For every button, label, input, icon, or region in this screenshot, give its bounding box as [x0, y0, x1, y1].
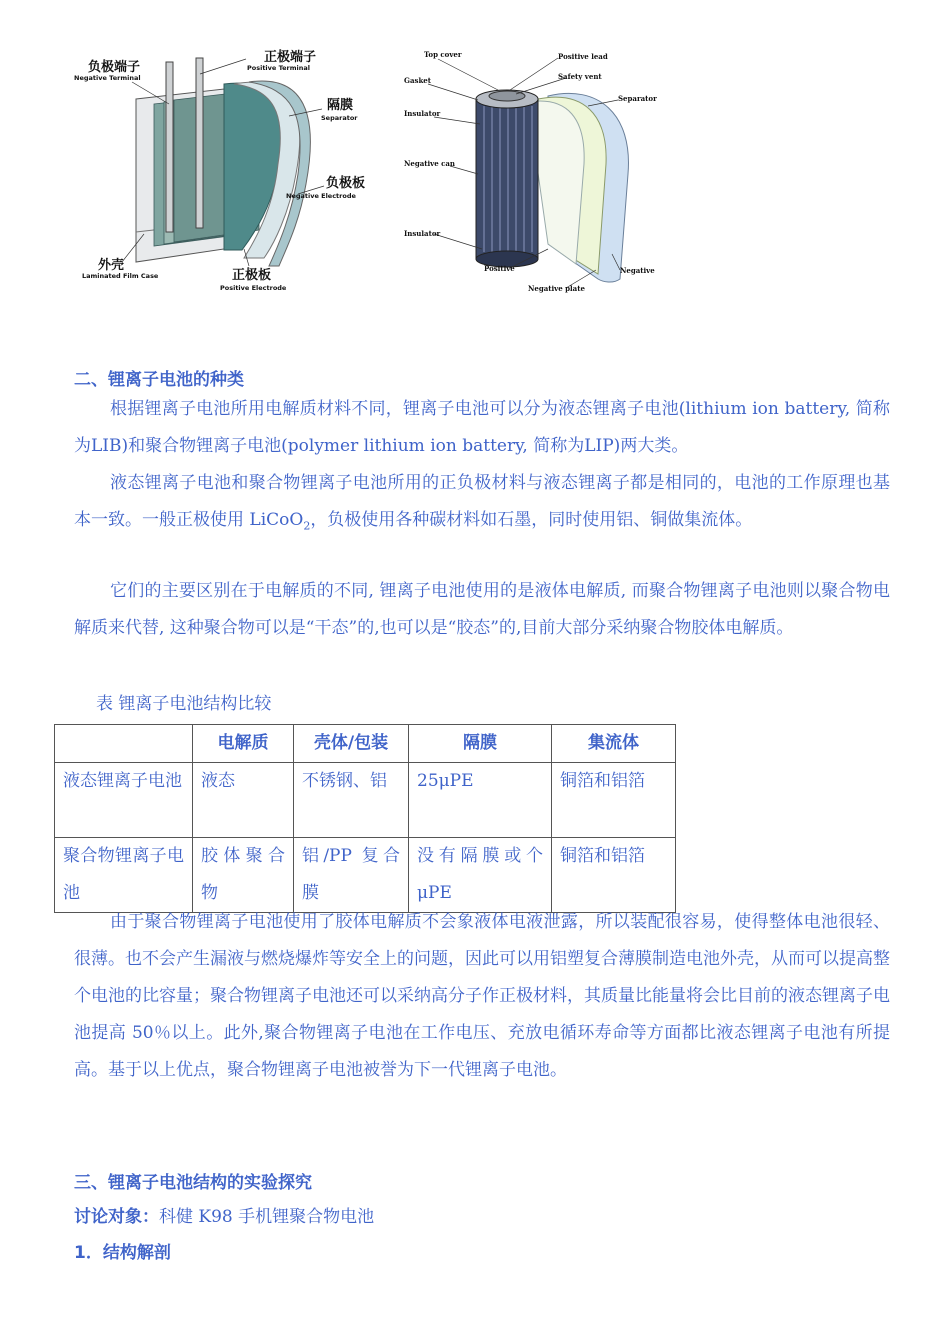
- negative-can-label: Negative can: [404, 159, 456, 168]
- table-cell: 没有隔膜或个μPE: [409, 838, 552, 913]
- section2-paragraph-1: 根据锂离子电池所用电解质材料不同，锂离子电池可以分为液态锂离子电池(lithium ion battery, 简称为LIB)和聚合物锂离子电池(polymer lithium ion battery, 简称为LIP)两大类。: [74, 399, 890, 456]
- p2-subscript: 2: [303, 519, 311, 533]
- table-cell: 液态: [193, 763, 294, 838]
- section2-paragraph-2: [74, 465, 890, 544]
- table-header-cell: [55, 725, 193, 763]
- case-cn-label: 外壳: [98, 258, 125, 273]
- safety-vent-label: Safety vent: [558, 72, 602, 81]
- table-caption: 表 锂离子电池结构比较: [96, 694, 272, 714]
- subsection-1-heading: 1．结构解剖: [74, 1243, 171, 1263]
- neg-terminal-cn-label: 负极端子: [88, 60, 141, 75]
- table-cell: 液态锂离子电池: [55, 763, 193, 838]
- case-en-label: Laminated Film Case: [82, 272, 159, 280]
- table-row: [55, 763, 676, 838]
- table-cell: 25μPE: [409, 763, 552, 838]
- neg-electrode-cn-label: 负极板: [326, 176, 366, 191]
- table-cell: 聚合物锂离子电池: [55, 838, 193, 913]
- negative-label: Negative: [620, 266, 655, 275]
- neg-terminal-en-label: Negative Terminal: [74, 74, 141, 82]
- section2-heading: 二、锂离子电池的种类: [74, 370, 244, 390]
- gasket-label: Gasket: [404, 76, 431, 85]
- table-cell: 铜箔和铝箔: [552, 763, 676, 838]
- table-cell: 铝/PP 复合膜: [294, 838, 409, 913]
- cylindrical-cell-figure: [398, 44, 660, 302]
- table-header-cell: 集流体: [552, 725, 676, 763]
- table-cell: 胶体聚合物: [193, 838, 294, 913]
- pos-terminal-cn-label: 正极端子: [264, 50, 317, 65]
- cylindrical-cell-diagram: [398, 44, 660, 302]
- pos-terminal-en-label: Positive Terminal: [247, 64, 310, 72]
- research-subject: [74, 1202, 374, 1227]
- p2-text-b: ，负极使用各种碳材料如石墨，同时使用铝、铜做集流体。: [310, 510, 753, 530]
- section3-heading: 三、锂离子电池结构的实验探究: [74, 1173, 312, 1193]
- table-row: [55, 838, 676, 913]
- table-header-cell: 电解质: [193, 725, 294, 763]
- table-header-cell: 隔膜: [409, 725, 552, 763]
- subject-label: 讨论对象：: [74, 1207, 159, 1227]
- pos-electrode-en-label: Positive Electrode: [220, 284, 287, 292]
- table-header-row: [55, 725, 676, 763]
- negative-plate-label: Negative plate: [528, 284, 585, 293]
- table-cell: 铜箔和铝箔: [552, 838, 676, 913]
- separator-label: Separator: [618, 94, 657, 103]
- neg-electrode-en-label: Negative Electrode: [286, 192, 356, 200]
- separator-en-label: Separator: [321, 114, 358, 122]
- pos-electrode-cn-label: 正极板: [232, 268, 272, 283]
- subject-value: 科健 K98 手机锂聚合物电池: [159, 1207, 375, 1227]
- top-cover-label: Top cover: [424, 50, 462, 59]
- pouch-cell-figure: [74, 44, 374, 302]
- table-cell: 不锈钢、铝: [294, 763, 409, 838]
- separator-cn-label: 隔膜: [327, 98, 354, 113]
- comparison-table: [54, 724, 676, 913]
- insulator-bottom-label: Insulator: [404, 229, 441, 238]
- positive-lead-label: Positive lead: [558, 52, 608, 61]
- section2-paragraph-3: 它们的主要区别在于电解质的不同, 锂离子电池使用的是液体电解质, 而聚合物锂离子电池则以聚合物电解质来代替, 这种聚合物可以是“干态”的,也可以是“胶态”的,目前大部分采纳聚合物胶体电解质。: [74, 581, 890, 638]
- table-header-cell: 壳体/包装: [294, 725, 409, 763]
- p2-text-a: 液态锂离子电池和聚合物锂离子电池所用的正负极材料与液态锂离子都是相同的，电池的工作原理也基本一致。一般正极使用 LiCoO: [74, 473, 890, 530]
- section2-paragraph-4: 由于聚合物锂离子电池使用了胶体电解质不会象液体电液泄露，所以装配很容易，使得整体电池很轻、很薄。也不会产生漏液与燃烧爆炸等安全上的问题，因此可以用铝塑复合薄膜制造电池外壳，从而可以提高整个电池的比容量；聚合物锂离子电池还可以采纳高分子作正极材料，其质量比能量将会比目前的液态锂离子电池提高 50％以上。此外,聚合物锂离子电池在工作电压、充放电循环寿命等方面都比液态锂离子电池有所提高。基于以上优点，聚合物锂离子电池被誉为下一代锂离子电池。: [74, 912, 890, 1080]
- positive-label: Positive: [484, 264, 515, 273]
- insulator-top-label: Insulator: [404, 109, 441, 118]
